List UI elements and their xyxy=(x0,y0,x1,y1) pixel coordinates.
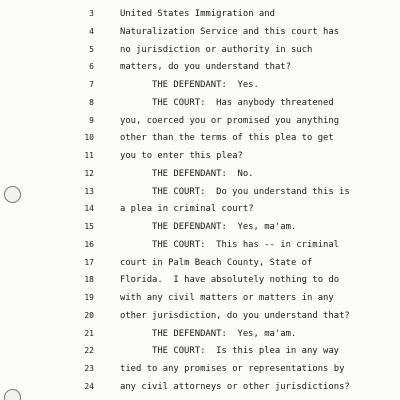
line-number: 21 xyxy=(84,328,94,338)
transcript-line xyxy=(0,343,400,359)
line-number: 6 xyxy=(89,62,94,72)
line-text: THE DEFENDANT: No. xyxy=(152,168,254,179)
transcript-line xyxy=(0,95,400,111)
transcript-line xyxy=(0,77,400,93)
line-number: 22 xyxy=(84,346,94,356)
line-number: 11 xyxy=(84,151,94,160)
line-text: Florida. I have absolutely nothing to do xyxy=(120,275,340,286)
line-number: 19 xyxy=(84,293,94,302)
line-number: 20 xyxy=(84,310,94,320)
line-text: other jurisdiction, do you understand that? xyxy=(120,310,350,321)
transcript-line xyxy=(0,184,400,200)
line-text: THE COURT: Has anybody threatened xyxy=(152,97,334,108)
line-text: any civil attorneys or other jurisdictions? xyxy=(120,381,350,392)
line-text: matters, do you understand that? xyxy=(120,62,291,73)
line-text: court in Palm Beach County, State of xyxy=(120,257,313,268)
line-number: 4 xyxy=(89,26,94,36)
transcript-line xyxy=(0,6,400,22)
transcript-line xyxy=(0,166,400,182)
transcript-line xyxy=(0,219,400,235)
line-text: THE DEFENDANT: Yes. xyxy=(152,80,259,90)
line-number: 14 xyxy=(84,204,94,214)
line-text: THE COURT: Do you understand this is xyxy=(152,186,350,197)
line-text: a plea in criminal court? xyxy=(120,204,254,215)
line-text: with any civil matters or matters in any xyxy=(120,293,334,303)
line-text: United States Immigration and xyxy=(120,9,275,19)
transcript-line xyxy=(0,201,400,217)
line-text: tied to any promises or representations by xyxy=(120,364,345,374)
line-number: 7 xyxy=(89,80,94,89)
line-text: you to enter this plea? xyxy=(120,151,243,161)
transcript-line xyxy=(0,255,400,271)
transcript-line xyxy=(0,290,400,306)
transcript-line xyxy=(0,59,400,75)
transcript-line xyxy=(0,42,400,58)
line-text: Naturalization Service and this court has xyxy=(120,26,340,37)
line-number: 12 xyxy=(84,168,94,178)
line-text: other than the terms of this plea to get xyxy=(120,133,334,144)
line-text: THE COURT: Is this plea in any way xyxy=(152,346,340,357)
transcript-line xyxy=(0,130,400,146)
line-number: 18 xyxy=(84,275,94,285)
line-text: THE DEFENDANT: Yes, ma'am. xyxy=(152,328,297,339)
line-number: 17 xyxy=(84,257,94,267)
transcript-line xyxy=(0,308,400,324)
transcript-line xyxy=(0,379,400,395)
transcript-line xyxy=(0,272,400,288)
transcript-line xyxy=(0,24,400,40)
line-number: 3 xyxy=(89,9,94,18)
line-number: 13 xyxy=(84,186,94,196)
line-text: THE COURT: This has -- in criminal xyxy=(152,239,340,250)
line-number: 9 xyxy=(89,115,94,125)
transcript-line xyxy=(0,113,400,129)
line-number: 24 xyxy=(84,381,94,391)
transcript-line xyxy=(0,361,400,377)
line-text: no jurisdiction or authority in such xyxy=(120,44,313,55)
transcript-line xyxy=(0,326,400,342)
line-number: 15 xyxy=(84,222,94,231)
line-text: you, coerced you or promised you anything xyxy=(120,115,340,126)
line-number: 16 xyxy=(84,239,94,249)
line-number: 10 xyxy=(84,133,94,143)
line-text: THE DEFENDANT: Yes, ma'am. xyxy=(152,222,297,232)
transcript-line xyxy=(0,237,400,253)
transcript-line xyxy=(0,148,400,164)
line-number: 8 xyxy=(89,97,94,107)
line-number: 5 xyxy=(89,44,94,54)
line-number: 23 xyxy=(84,364,94,373)
